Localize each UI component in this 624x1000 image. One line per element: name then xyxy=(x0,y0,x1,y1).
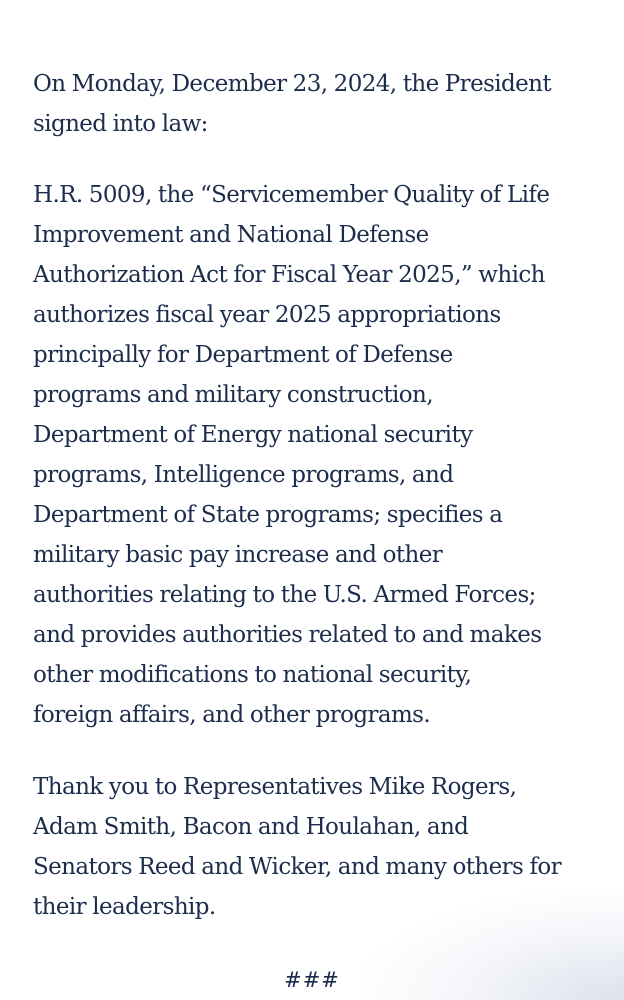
article-body xyxy=(33,64,608,967)
bill-paragraph: H.R. 5009, the “Servicemember Quality of Life Improvement and National Defense Authorization Act for Fiscal Year 2025,” which authorizes fiscal year 2025 appropriations principally for Department of Defense programs and military construction, Department of Energy national security programs, Intelligence programs, and Department of State programs; specifies a military basic pay increase and other authorities relating to the U.S. Armed Forces; and provides authorities related to and makes other modifications to national security, foreign affairs, and other programs. xyxy=(33,182,550,728)
intro-paragraph: On Monday, December 23, 2024, the President signed into law: xyxy=(33,71,552,137)
end-mark: ### xyxy=(284,968,340,992)
thanks-paragraph: Thank you to Representatives Mike Rogers, Adam Smith, Bacon and Houlahan, and Senators Reed and Wicker, and many others for their leadership. xyxy=(33,774,562,920)
